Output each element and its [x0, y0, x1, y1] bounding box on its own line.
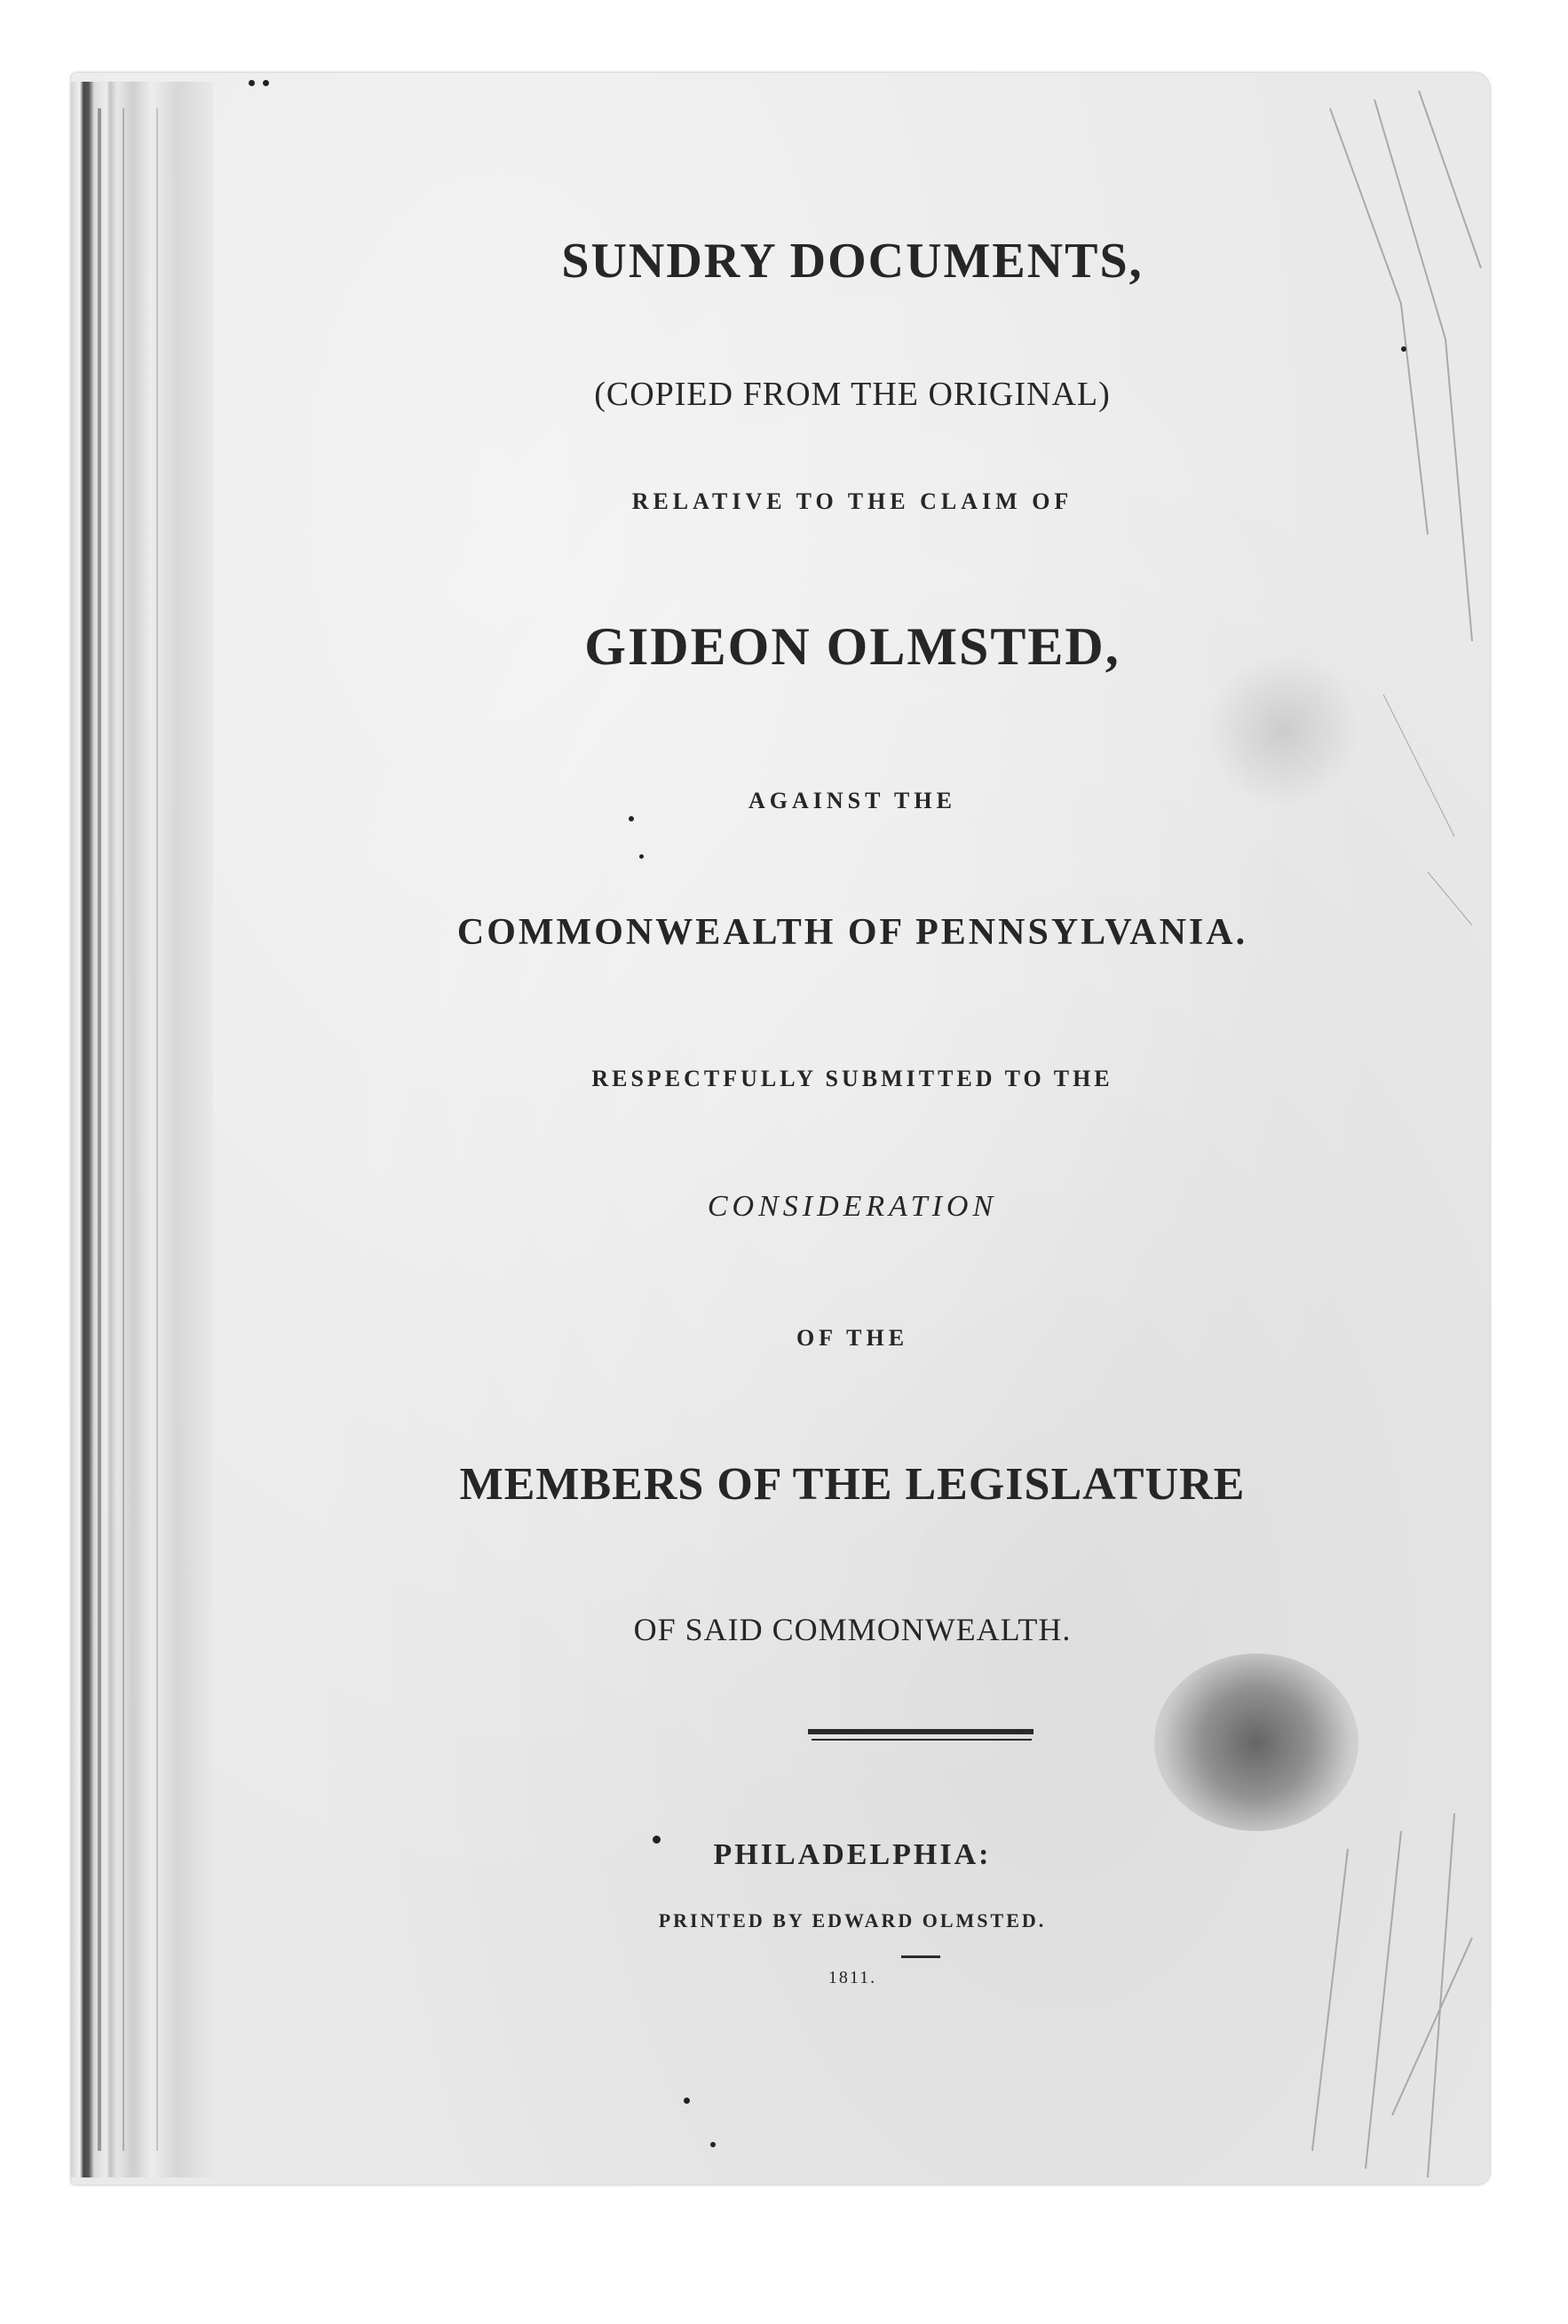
of-the-line: OF THE [796, 1325, 909, 1351]
binding-spine [71, 82, 213, 2177]
imprint-year: 1811. [828, 1968, 877, 1987]
imprint-printer: PRINTED BY EDWARD OLMSTED. [658, 1909, 1047, 1931]
spine-stitch-line [156, 108, 158, 2151]
pamphlet-cover [71, 73, 1490, 2185]
spine-stitch-line [98, 108, 101, 2151]
members-line: MEMBERS OF THE LEGISLATURE [459, 1459, 1246, 1510]
of-said-line: OF SAID COMMONWEALTH. [633, 1612, 1072, 1647]
relative-line: RELATIVE TO THE CLAIM OF [631, 488, 1073, 514]
double-rule-thick [808, 1729, 1033, 1734]
defendant-name: COMMONWEALTH OF PENNSYLVANIA. [456, 912, 1248, 953]
against-line: AGAINST THE [748, 788, 956, 813]
double-rule-thin [812, 1739, 1032, 1741]
document-title: SUNDRY DOCUMENTS, [561, 234, 1144, 289]
short-rule [901, 1955, 940, 1958]
respectfully-line: RESPECTFULLY SUBMITTED TO THE [591, 1066, 1113, 1091]
claimant-name: GIDEON OLMSTED, [584, 617, 1121, 676]
document-subtitle: (COPIED FROM THE ORIGINAL) [594, 376, 1111, 413]
imprint-place: PHILADELPHIA: [713, 1838, 992, 1871]
title-page-text [213, 73, 1492, 2185]
spine-stitch-line [123, 108, 124, 2151]
consideration-line: CONSIDERATION [707, 1190, 998, 1223]
